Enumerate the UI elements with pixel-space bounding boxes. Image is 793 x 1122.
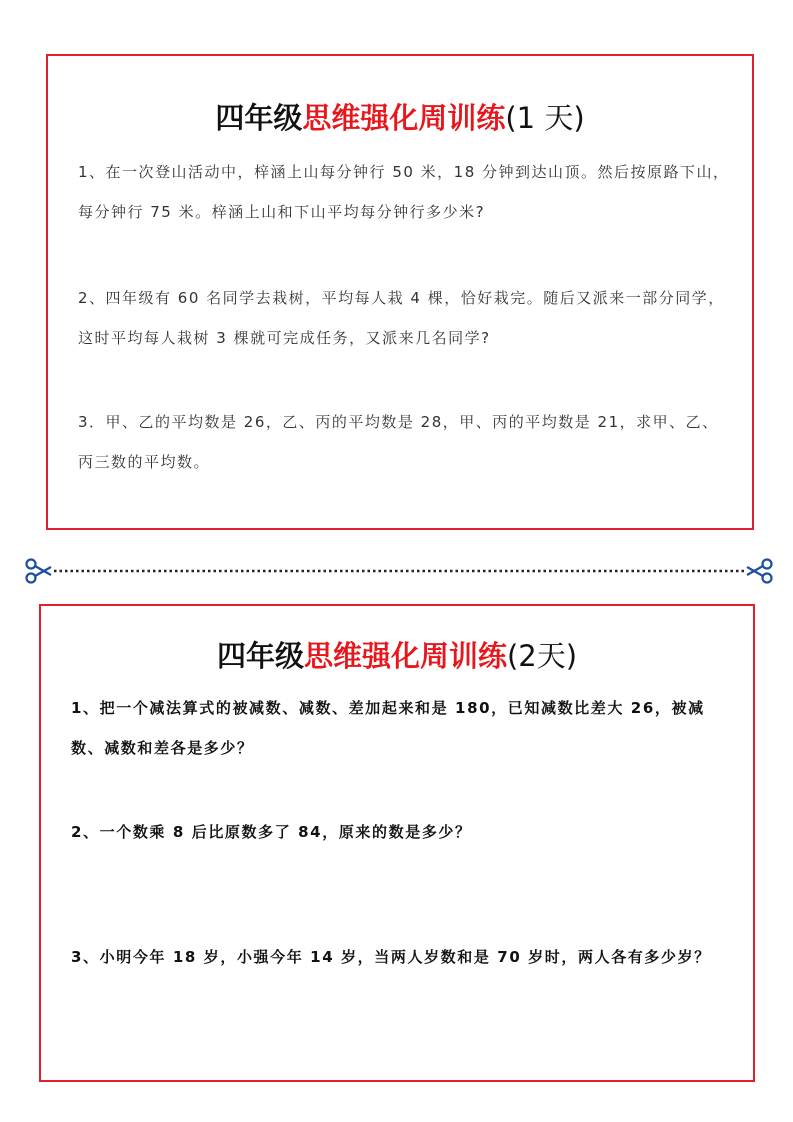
worksheet-card-day-2 [39,604,755,1082]
card-title [48,96,752,137]
title-suffix: (2天) [506,639,578,673]
worksheet-card-day-1 [46,54,754,530]
question-3: 3．甲、乙的平均数是 26，乙、丙的平均数是 28，甲、丙的平均数是 21，求甲、乙、丙三数的平均数。 [78,413,719,471]
card-title [41,634,753,675]
scissors-icon [27,560,52,583]
question-1: 1、把一个减法算式的被减数、减数、差加起来和是 180，已知减数比差大 26，被减数、减数和差各是多少？ [71,699,705,757]
title-highlight: 思维强化周训练 [303,639,507,673]
scissors-icon [747,560,772,583]
title-suffix: (1 天) [505,101,585,135]
cut-line [24,556,774,586]
title-highlight: 思维强化周训练 [302,101,506,135]
question-1: 1、在一次登山活动中，梓涵上山每分钟行 50 米，18 分钟到达山顶。然后按原路下山，每分钟行 75 米。梓涵上山和下山平均每分钟行多少米? [78,163,730,221]
title-prefix: 四年级 [216,639,304,673]
question-3: 3、小明今年 18 岁，小强今年 14 岁，当两人岁数和是 70 岁时，两人各有多少岁？ [71,948,711,966]
title-prefix: 四年级 [215,101,303,135]
question-2: 2、一个数乘 8 后比原数多了 84，原来的数是多少？ [71,823,472,841]
question-2: 2、四年级有 60 名同学去栽树，平均每人栽 4 棵，恰好栽完。随后又派来一部分同学，这时平均每人栽树 3 棵就可完成任务，又派来几名同学? [78,289,725,347]
